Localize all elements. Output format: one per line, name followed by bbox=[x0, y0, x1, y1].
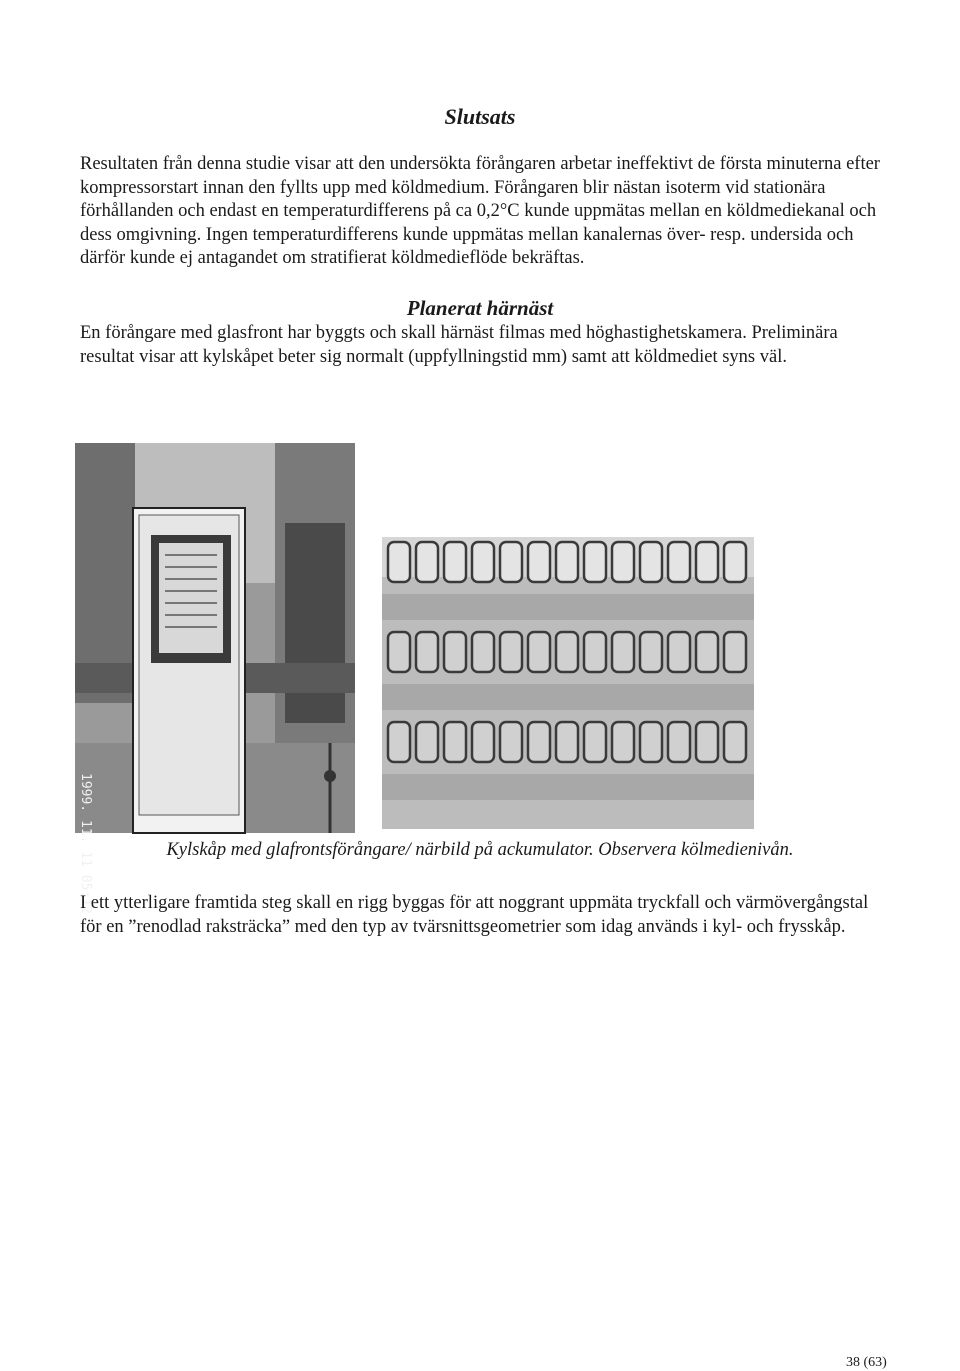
accumulator-channel bbox=[640, 632, 662, 672]
accumulator-channel bbox=[528, 542, 550, 582]
accumulator-channel bbox=[388, 542, 410, 582]
accumulator-channel bbox=[500, 542, 522, 582]
accumulator-channel bbox=[444, 632, 466, 672]
accumulator-channel bbox=[668, 632, 690, 672]
section-heading-slutsats: Slutsats bbox=[444, 104, 516, 129]
accumulator-channel bbox=[612, 722, 634, 762]
paragraph-conclusion: Resultaten från denna studie visar att den undersökta förångaren arbetar ineffektivt de första minuterna efter kompressorstart innan den fyllts upp med köldmedium. Förångaren blir nästan isoterm vid stationära förhållanden och endast en temperaturdifferens på ca 0,2°C kunde uppmätas mellan en köldmediekanal och dess omgivning. Ingen temperaturdifferens kunde uppmätas mellan kanalernas över- resp. undersida och därför kunde ej antagandet om stratifierat köldmedieflöde bekräftas. bbox=[80, 154, 880, 268]
accumulator-channel bbox=[528, 722, 550, 762]
accumulator-channel bbox=[584, 722, 606, 762]
channel-separator bbox=[382, 774, 754, 800]
accumulator-channel bbox=[444, 722, 466, 762]
accumulator-channel bbox=[724, 632, 746, 672]
accumulator-channel bbox=[528, 632, 550, 672]
accumulator-channel bbox=[668, 722, 690, 762]
photo-timestamp: 1999. 11. 11 05:12 bbox=[78, 773, 93, 914]
accumulator-channel bbox=[668, 542, 690, 582]
accumulator-channel bbox=[556, 722, 578, 762]
accumulator-channel bbox=[724, 722, 746, 762]
accumulator-channel bbox=[584, 632, 606, 672]
accumulator-channel bbox=[472, 542, 494, 582]
accumulator-channel bbox=[612, 542, 634, 582]
accumulator-channel bbox=[500, 722, 522, 762]
accumulator-channel bbox=[556, 632, 578, 672]
accumulator-channel bbox=[556, 542, 578, 582]
accumulator-channel bbox=[696, 542, 718, 582]
accumulator-closeup-photo bbox=[382, 537, 754, 829]
accumulator-channel bbox=[416, 542, 438, 582]
refrigerator-photo bbox=[75, 443, 355, 914]
accumulator-channel bbox=[724, 542, 746, 582]
accumulator-channel bbox=[472, 722, 494, 762]
accumulator-channel bbox=[640, 542, 662, 582]
accumulator-channel bbox=[388, 722, 410, 762]
accumulator-channel bbox=[416, 632, 438, 672]
accumulator-channel bbox=[612, 632, 634, 672]
accumulator-channel bbox=[472, 632, 494, 672]
paragraph-future: I ett ytterligare framtida steg skall en rigg byggas för att noggrant uppmäta tryckfall och värmövergångstal för en ”renodlad raksträcka” med den typ av tvärsnittsgeometrier som idag används i kyl- och frysskåp. bbox=[80, 893, 869, 937]
accumulator-channel bbox=[416, 722, 438, 762]
accumulator-channel bbox=[696, 632, 718, 672]
accumulator-channel bbox=[500, 632, 522, 672]
channel-separator bbox=[382, 684, 754, 710]
accumulator-channel bbox=[444, 542, 466, 582]
figure-caption: Kylskåp med glafrontsförångare/ närbild på ackumulator. Observera kölmedienivån. bbox=[166, 840, 794, 860]
paragraph-planned: En förångare med glasfront har byggts och skall härnäst filmas med höghastighetskamera. Preliminära resultat visar att kylskåpet beter sig normalt (uppfyllningstid mm) samt att köldmediet syns väl. bbox=[80, 323, 838, 367]
page-number: 38 (63) bbox=[846, 1355, 887, 1370]
accumulator-channel bbox=[640, 722, 662, 762]
accumulator-channel bbox=[584, 542, 606, 582]
accumulator-channel bbox=[388, 632, 410, 672]
accumulator-channel bbox=[696, 722, 718, 762]
channel-separator bbox=[382, 594, 754, 620]
section-heading-planerat: Planerat härnäst bbox=[406, 296, 554, 320]
